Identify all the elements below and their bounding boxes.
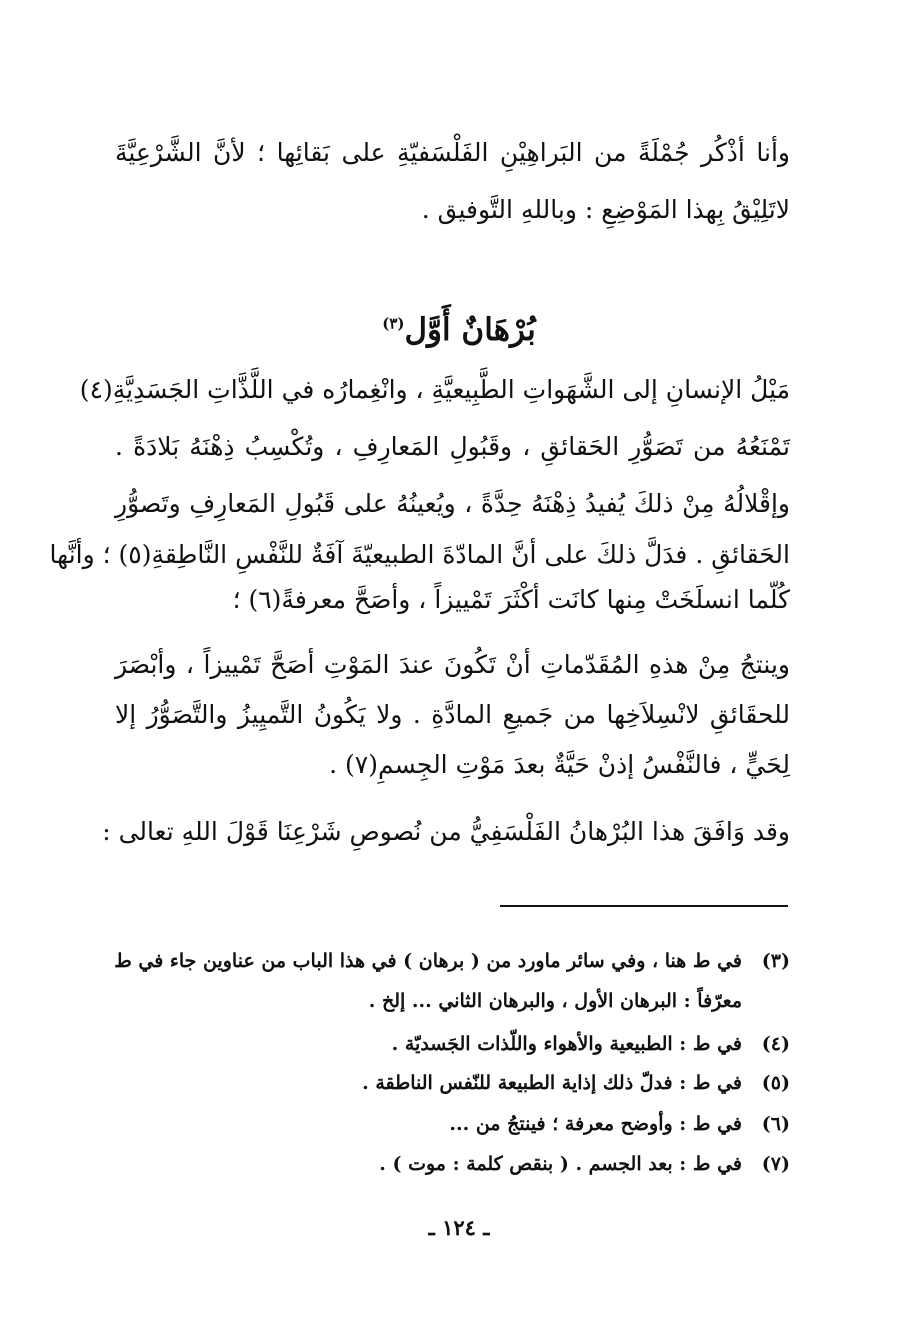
para1-line-5: كُلّما انسلَخَتْ مِنها كانَت أكْثَرَ تَمْييزاً ، وأصَحَّ معرفةً(٦) ؛ (232, 585, 790, 614)
footnote-4 (115, 1033, 790, 1055)
footnote-separator (500, 905, 788, 907)
footnote-7 (115, 1153, 790, 1175)
footnote-text: في ط : فدلّ ذلك إذاية الطبيعة للنّفس الناطقة . (362, 1072, 742, 1094)
footnote-text: في ط هنا ، وفي سائر ماورد من ( برهان ) في هذا الباب من عناوين جاء في ط (114, 950, 742, 972)
footnote-text: معرّفاً : البرهان الأول ، والبرهان الثاني ... إلخ . (368, 990, 742, 1012)
section-heading (0, 312, 918, 348)
para2-line-3: لِحَيٍّ ، فالنَّفْسُ إذنْ حَيَّةٌ بعدَ مَوْتِ الجِسمِ(٧) . (329, 750, 790, 779)
para1-line-4: الحَقائقِ . فدَلَّ ذلكَ على أنَّ المادّةَ الطبيعيّةَ آفَةٌ للنَّفْسِ النَّاطِقةِ(٥) ؛ وأنَّها (49, 540, 790, 569)
footnote-text: في ط : الطبيعية والأهواء واللّذات الجَسديّة . (391, 1033, 742, 1055)
footnote-number: (٥) (761, 1072, 790, 1094)
para2-line-1: وينتجُ مِنْ هذهِ المُقَدّماتِ أنْ تَكُونَ عندَ المَوْتِ أصَحَّ تَمْييزاً ، وأبْصَرَ (115, 650, 790, 679)
footnote-number: (٦) (761, 1113, 790, 1135)
footnote-text: في ط : وأوضح معرفة ؛ فينتجُ من ... (449, 1113, 742, 1135)
heading-text: بُرْهَانٌ أَوَّل (404, 312, 536, 348)
heading-footnote-ref: (٣) (382, 314, 405, 333)
para3-line-1: وقد وَافَقَ هذا البُرْهانُ الفَلْسَفِيُّ من نُصوصِ شَرْعِنَا قَوْلَ اللهِ تعالى : (102, 817, 790, 846)
footnote-text: في ط : بعد الجسم . ( بنقص كلمة : موت ) . (379, 1153, 742, 1175)
intro-line-1: وأنا أذْكُر جُمْلَةً من البَراهِيْنِ الفَلْسَفيّةِ على بَقائِها ؛ لأنَّ الشَّرْعِيَّةَ (115, 138, 790, 167)
para1-line-3: وإقْلالُهُ مِنْ ذلكَ يُفيدُ ذِهْنَهُ حِدَّةً ، ويُعينُهُ على قَبُولِ المَعارِفِ وتَصوُّرِ (115, 489, 790, 518)
footnote-number: (٣) (761, 950, 790, 972)
footnote-number: (٤) (761, 1033, 790, 1055)
para1-line-2: تَمْنَعُهُ من تَصَوُّرِ الحَقائقِ ، وقَبُولِ المَعارِفِ ، وتُكْسِبُ ذِهْنَهُ بَلادَةً . (115, 432, 790, 461)
footnote-3 (115, 950, 790, 972)
page-number: ـ ١٢٤ ـ (428, 1215, 490, 1240)
footnote-number: (٧) (761, 1153, 790, 1175)
footnote-5 (115, 1072, 790, 1094)
intro-line-2: لاتَلِيْقُ بِهذا المَوْضِعِ : وباللهِ التَّوفيق . (421, 195, 790, 224)
footnote-3-continued (115, 990, 790, 1012)
para1-line-1: مَيْلُ الإنسانِ إلى الشَّهَواتِ الطَّبِيعيَّةِ ، وانْغِمارُه في اللَّذَّاتِ الجَسَدِيَّةِ(٤) (79, 375, 790, 404)
para2-line-2: للحقَائقِ لانْسِلاَخِها من جَميعِ المادَّةِ . ولا يَكُونُ التَّميِيزُ والتَّصَوُّرُ إلا (115, 700, 790, 729)
footnote-6 (115, 1113, 790, 1135)
